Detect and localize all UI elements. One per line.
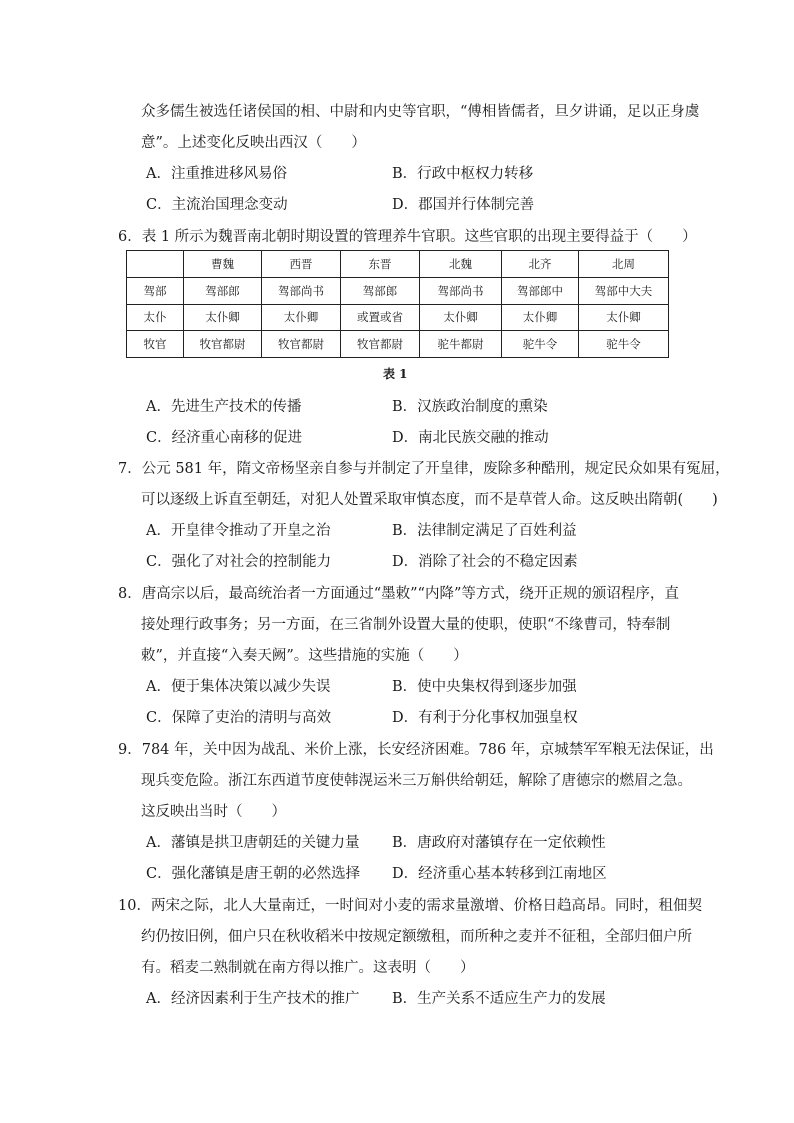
q7-option-c: C．强化了对社会的控制能力: [146, 554, 332, 570]
q5-option-d: D．郡国并行体制完善: [392, 197, 535, 213]
table-cell: 太仆卿: [184, 304, 262, 331]
q8-option-b: B．使中央集权得到逐步加强: [392, 679, 577, 695]
q9-option-b: B．唐政府对藩镇存在一定依赖性: [392, 835, 606, 851]
q9-line-1: 9．784 年，关中因为战乱、米价上涨，长安经济困难。786 年，京城禁军军粮无法保证，出: [118, 742, 714, 758]
table-row: [127, 277, 669, 304]
q7-line-1: 7．公元 581 年，隋文帝杨坚亲自参与并制定了开皇律，废除多种酷刑，规定民众如果有冤屈，: [118, 461, 730, 477]
q6-stem: 6．表 1 所示为魏晋南北朝时期设置的管理养牛官职。这些官职的出现主要得益于（ ）: [118, 229, 697, 245]
q5-line-1: 众多儒生被选任诸侯国的相、中尉和内史等官职，“傅相皆儒者，旦夕讲诵，足以正身虞: [141, 104, 700, 120]
table-cell: 驾部中大夫: [579, 277, 669, 304]
table-cell: 东晋: [341, 251, 420, 278]
q7-option-a: A．开皇律令推动了开皇之治: [146, 523, 331, 539]
table-cell: 驼牛令: [502, 331, 579, 358]
q7-option-d: D．消除了社会的不稳定因素: [392, 554, 578, 570]
table-header-row: [127, 251, 669, 278]
q6-option-a: A．先进生产技术的传播: [146, 399, 302, 415]
table-cell: 驼牛令: [579, 331, 669, 358]
q5-option-a: A．注重推进移风易俗: [146, 166, 287, 182]
table-cell: 牧官都尉: [341, 331, 420, 358]
table-cell: 驼牛都尉: [420, 331, 502, 358]
table-cell: 牧官都尉: [184, 331, 262, 358]
table-row: [127, 331, 669, 358]
q9-line-3: 这反映出当时（ ）: [141, 804, 286, 820]
q6-option-c: C．经济重心南移的促进: [146, 430, 303, 446]
table-cell: 北齐: [502, 251, 579, 278]
q8-line-1: 8．唐高宗以后，最高统治者一方面通过“墨敕”“内降”等方式，绕开正规的颁诏程序，直: [118, 586, 679, 602]
q9-option-c: C．强化藩镇是唐王朝的必然选择: [146, 866, 361, 882]
q10-option-b: B．生产关系不适应生产力的发展: [392, 991, 606, 1007]
q10-line-1: 10．两宋之际，北人大量南迁，一时间对小麦的需求量激增、价格日趋高昂。同时，租佃契: [118, 898, 702, 914]
table-cell: 西晋: [262, 251, 341, 278]
q10-line-3: 有。稻麦二熟制就在南方得以推广。这表明（ ）: [141, 960, 475, 976]
q9-line-2: 现兵变危险。浙江东西道节度使韩滉运米三万斛供给朝廷，解除了唐德宗的燃眉之急。: [141, 773, 692, 789]
q9-option-a: A．藩镇是拱卫唐朝廷的关键力量: [146, 835, 360, 851]
table-cell: 太仆卿: [420, 304, 502, 331]
table-cell: 太仆卿: [579, 304, 669, 331]
q8-line-2: 接处理行政事务；另一方面，在三省制外设置大量的使职，使职“不缘曹司，特奉制: [141, 617, 671, 633]
table-caption: 表 1: [383, 367, 408, 381]
q7-option-b: B．法律制定满足了百姓利益: [392, 523, 577, 539]
q7-line-2: 可以逐级上诉直至朝廷，对犯人处置采取审慎态度，而不是草菅人命。这反映出隋朝( ): [141, 492, 718, 508]
table-cell: 北周: [579, 251, 669, 278]
table-row: [127, 304, 669, 331]
table-cell: 北魏: [420, 251, 502, 278]
q9-option-d: D．经济重心基本转移到江南地区: [392, 866, 607, 882]
table-cell: 曹魏: [184, 251, 262, 278]
table-cell: 或置或省: [341, 304, 420, 331]
officials-table: [126, 250, 669, 358]
q8-option-d: D．有利于分化事权加强皇权: [392, 710, 578, 726]
q10-option-a: A．经济因素利于生产技术的推广: [146, 991, 360, 1007]
table-cell: 驾部郎中: [502, 277, 579, 304]
q8-option-c: C．保障了吏治的清明与高效: [146, 710, 332, 726]
table-cell: 驾部郎: [341, 277, 420, 304]
q8-option-a: A．便于集体决策以减少失误: [146, 679, 331, 695]
table-cell: 驾部: [127, 277, 184, 304]
table-cell: 太仆卿: [262, 304, 341, 331]
q10-line-2: 约仍按旧例，佃户只在秋收稻米中按规定额缴租，而所种之麦并不征租，全部归佃户所: [141, 929, 692, 945]
q6-option-b: B．汉族政治制度的熏染: [392, 399, 548, 415]
q5-option-c: C．主流治国理念变动: [146, 197, 288, 213]
table-cell: 驾部郎: [184, 277, 262, 304]
table-cell: 太仆: [127, 304, 184, 331]
q5-line-2: 意”。上述变化反映出西汉（ ）: [141, 135, 366, 151]
q5-option-b: B．行政中枢权力转移: [392, 166, 534, 182]
table-cell: 牧官: [127, 331, 184, 358]
q6-option-d: D．南北民族交融的推动: [392, 430, 549, 446]
table-cell: 太仆卿: [502, 304, 579, 331]
table-cell: [127, 251, 184, 278]
table-cell: 驾部尚书: [262, 277, 341, 304]
table-cell: 牧官都尉: [262, 331, 341, 358]
table-cell: 驾部尚书: [420, 277, 502, 304]
q8-line-3: 敕”，并直接“入奏天阙”。这些措施的实施（ ）: [141, 648, 468, 664]
